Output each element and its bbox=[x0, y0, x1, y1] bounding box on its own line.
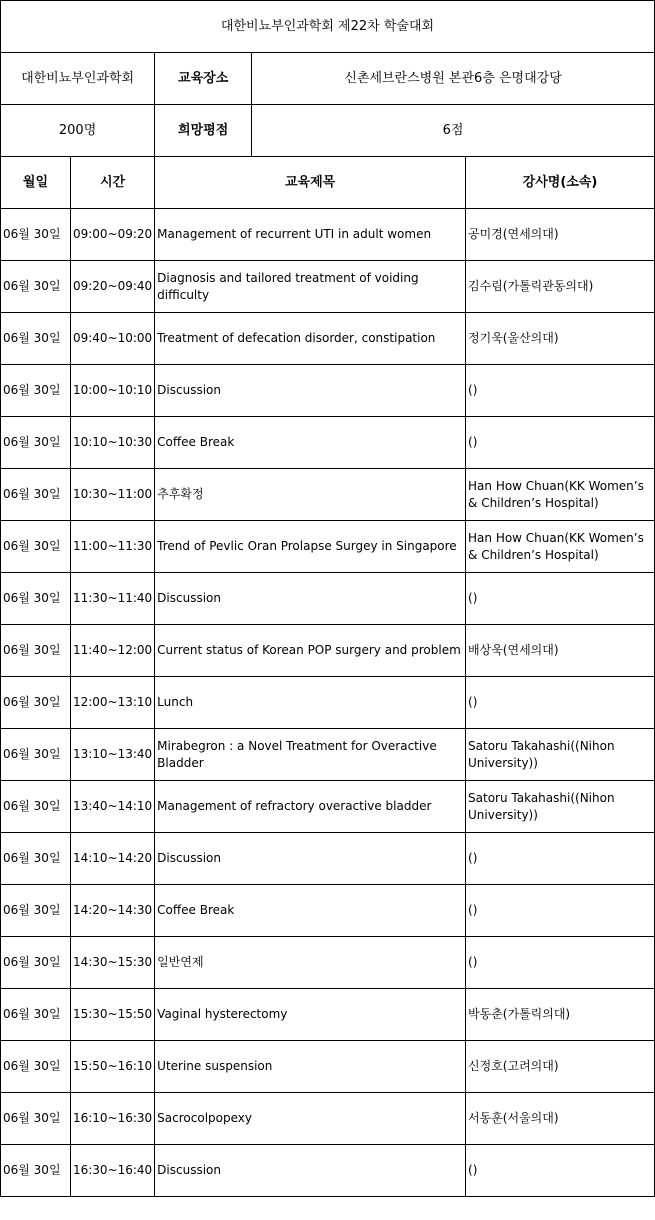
venue-label: 교육장소 bbox=[155, 53, 252, 105]
row-speaker: () bbox=[466, 833, 655, 885]
row-topic: Discussion bbox=[155, 365, 466, 417]
row-topic: Discussion bbox=[155, 573, 466, 625]
table-row bbox=[1, 209, 655, 261]
info-row-capacity bbox=[1, 105, 655, 157]
row-topic: Diagnosis and tailored treatment of voiding difficulty bbox=[155, 261, 466, 313]
row-speaker: 박동춘(가톨릭의대) bbox=[466, 989, 655, 1041]
row-date: 06월 30일 bbox=[1, 937, 71, 989]
row-speaker: 공미경(연세의대) bbox=[466, 209, 655, 261]
column-header-time: 시간 bbox=[70, 157, 154, 209]
row-speaker: () bbox=[466, 573, 655, 625]
row-date: 06월 30일 bbox=[1, 885, 71, 937]
row-time: 09:40~10:00 bbox=[70, 313, 154, 365]
row-time: 11:00~11:30 bbox=[70, 521, 154, 573]
table-row bbox=[1, 261, 655, 313]
row-date: 06월 30일 bbox=[1, 521, 71, 573]
event-title: 대한비뇨부인과학회 제22차 학술대회 bbox=[1, 1, 655, 53]
capacity-value: 200명 bbox=[1, 105, 155, 157]
row-date: 06월 30일 bbox=[1, 1145, 71, 1197]
row-time: 14:30~15:30 bbox=[70, 937, 154, 989]
row-speaker: () bbox=[466, 417, 655, 469]
row-speaker: 서동훈(서울의대) bbox=[466, 1093, 655, 1145]
row-time: 14:20~14:30 bbox=[70, 885, 154, 937]
row-topic: Coffee Break bbox=[155, 885, 466, 937]
row-time: 09:20~09:40 bbox=[70, 261, 154, 313]
table-row bbox=[1, 313, 655, 365]
row-speaker: Han How Chuan(KK Women’s & Children’s Hospital) bbox=[466, 521, 655, 573]
row-speaker: () bbox=[466, 365, 655, 417]
column-header-topic: 교육제목 bbox=[155, 157, 466, 209]
column-header-date: 월일 bbox=[1, 157, 71, 209]
info-row-venue bbox=[1, 53, 655, 105]
row-speaker: () bbox=[466, 937, 655, 989]
row-time: 10:30~11:00 bbox=[70, 469, 154, 521]
row-date: 06월 30일 bbox=[1, 989, 71, 1041]
row-topic: Mirabegron : a Novel Treatment for Overactive Bladder bbox=[155, 729, 466, 781]
row-topic: Treatment of defecation disorder, constipation bbox=[155, 313, 466, 365]
table-row bbox=[1, 573, 655, 625]
row-topic: Vaginal hysterectomy bbox=[155, 989, 466, 1041]
row-topic: Coffee Break bbox=[155, 417, 466, 469]
row-time: 14:10~14:20 bbox=[70, 833, 154, 885]
row-topic: Trend of Pevlic Oran Prolapse Surgey in Singapore bbox=[155, 521, 466, 573]
row-speaker: Satoru Takahashi((Nihon University)) bbox=[466, 729, 655, 781]
row-time: 13:40~14:10 bbox=[70, 781, 154, 833]
row-speaker: Han How Chuan(KK Women’s & Children’s Hospital) bbox=[466, 469, 655, 521]
row-time: 10:10~10:30 bbox=[70, 417, 154, 469]
table-row bbox=[1, 469, 655, 521]
row-date: 06월 30일 bbox=[1, 417, 71, 469]
title-row bbox=[1, 1, 655, 53]
organizer-name: 대한비뇨부인과학회 bbox=[1, 53, 155, 105]
row-date: 06월 30일 bbox=[1, 261, 71, 313]
row-topic: Discussion bbox=[155, 1145, 466, 1197]
row-date: 06월 30일 bbox=[1, 833, 71, 885]
row-speaker: 김수림(가톨릭관동의대) bbox=[466, 261, 655, 313]
table-row bbox=[1, 781, 655, 833]
table-row bbox=[1, 833, 655, 885]
row-date: 06월 30일 bbox=[1, 1093, 71, 1145]
row-time: 16:10~16:30 bbox=[70, 1093, 154, 1145]
row-date: 06월 30일 bbox=[1, 365, 71, 417]
row-time: 15:30~15:50 bbox=[70, 989, 154, 1041]
row-time: 10:00~10:10 bbox=[70, 365, 154, 417]
row-speaker: 신정호(고려의대) bbox=[466, 1041, 655, 1093]
row-speaker: 배상욱(연세의대) bbox=[466, 625, 655, 677]
table-row bbox=[1, 885, 655, 937]
table-row bbox=[1, 989, 655, 1041]
table-row bbox=[1, 625, 655, 677]
row-topic: 일반연제 bbox=[155, 937, 466, 989]
table-row bbox=[1, 677, 655, 729]
row-speaker: Satoru Takahashi((Nihon University)) bbox=[466, 781, 655, 833]
table-row bbox=[1, 365, 655, 417]
row-date: 06월 30일 bbox=[1, 313, 71, 365]
table-row bbox=[1, 1041, 655, 1093]
row-date: 06월 30일 bbox=[1, 729, 71, 781]
row-date: 06월 30일 bbox=[1, 573, 71, 625]
row-topic: 추후확정 bbox=[155, 469, 466, 521]
row-topic: Management of recurrent UTI in adult women bbox=[155, 209, 466, 261]
row-time: 12:00~13:10 bbox=[70, 677, 154, 729]
row-speaker: () bbox=[466, 677, 655, 729]
points-value: 6점 bbox=[252, 105, 655, 157]
row-date: 06월 30일 bbox=[1, 781, 71, 833]
row-speaker: 정기욱(울산의대) bbox=[466, 313, 655, 365]
table-row bbox=[1, 417, 655, 469]
row-date: 06월 30일 bbox=[1, 625, 71, 677]
row-time: 15:50~16:10 bbox=[70, 1041, 154, 1093]
venue-value: 신촌세브란스병원 본관6층 은명대강당 bbox=[252, 53, 655, 105]
points-label: 희망평점 bbox=[155, 105, 252, 157]
row-time: 13:10~13:40 bbox=[70, 729, 154, 781]
column-header-row bbox=[1, 157, 655, 209]
row-date: 06월 30일 bbox=[1, 209, 71, 261]
table-row bbox=[1, 729, 655, 781]
row-time: 11:30~11:40 bbox=[70, 573, 154, 625]
row-topic: Uterine suspension bbox=[155, 1041, 466, 1093]
row-topic: Sacrocolpopexy bbox=[155, 1093, 466, 1145]
row-speaker: () bbox=[466, 1145, 655, 1197]
table-row bbox=[1, 521, 655, 573]
row-topic: Management of refractory overactive bladder bbox=[155, 781, 466, 833]
row-speaker: () bbox=[466, 885, 655, 937]
table-row bbox=[1, 937, 655, 989]
row-topic: Lunch bbox=[155, 677, 466, 729]
row-date: 06월 30일 bbox=[1, 1041, 71, 1093]
row-topic: Current status of Korean POP surgery and problem bbox=[155, 625, 466, 677]
row-date: 06월 30일 bbox=[1, 469, 71, 521]
row-date: 06월 30일 bbox=[1, 677, 71, 729]
row-time: 16:30~16:40 bbox=[70, 1145, 154, 1197]
table-row bbox=[1, 1145, 655, 1197]
row-time: 11:40~12:00 bbox=[70, 625, 154, 677]
row-time: 09:00~09:20 bbox=[70, 209, 154, 261]
table-row bbox=[1, 1093, 655, 1145]
row-topic: Discussion bbox=[155, 833, 466, 885]
column-header-speaker: 강사명(소속) bbox=[466, 157, 655, 209]
